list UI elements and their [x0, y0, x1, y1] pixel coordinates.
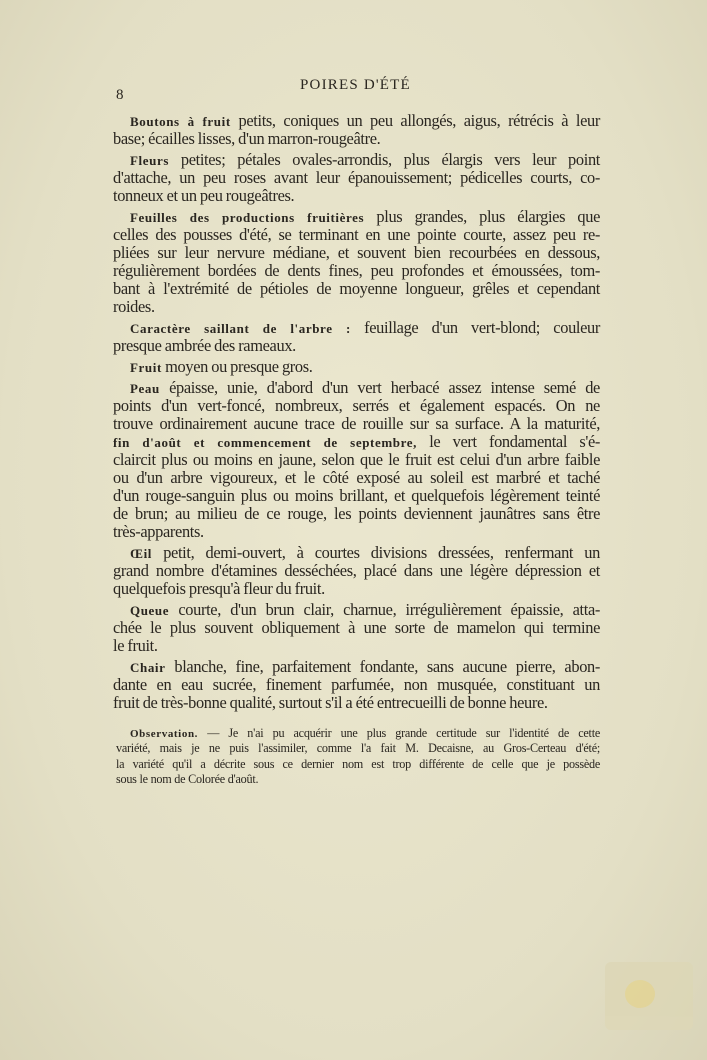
- line-text: quelquefois presqu'à fleur du fruit.: [113, 579, 325, 598]
- text-line: [113, 415, 600, 433]
- text-line: [113, 358, 600, 376]
- line-text: tonneux et un peu rougeâtres.: [113, 186, 295, 205]
- text-line: [113, 487, 600, 505]
- line-text: de brun; au milieu de ce rouge, les points deviennent jaunâtres sans être: [113, 504, 600, 523]
- text-line: [113, 319, 600, 337]
- text-line: [113, 523, 600, 541]
- text-line: [113, 658, 600, 676]
- line-text: régulièrement bordées de dents fines, peu profondes et émoussées, tom-: [113, 261, 600, 280]
- text-line: [113, 544, 600, 562]
- line-text: presque ambrée des rameaux.: [113, 336, 296, 355]
- text-line: [113, 112, 600, 130]
- text-line: [116, 741, 600, 756]
- paragraph: [113, 319, 600, 355]
- line-text: chée le plus souvent obliquement à une sorte de mamelon qui termine: [113, 618, 600, 637]
- entry-heading: Peau: [130, 381, 160, 396]
- paragraph: [113, 544, 600, 598]
- line-text: petites; pétales ovales-arrondis, plus élargis vers leur point: [168, 150, 600, 169]
- line-text: feuillage d'un vert-blond; couleur: [350, 318, 600, 337]
- line-text: la variété qu'il a décrite sous ce dernier nom est trop différente de celle que je possède: [116, 756, 600, 771]
- text-line: [113, 337, 600, 355]
- emphasized-phrase: fin d'août et commencement de septembre,: [113, 435, 417, 450]
- line-text: le fruit.: [113, 636, 158, 655]
- line-text: courte, d'un brun clair, charnue, irrégulièrement épaissie, atta-: [169, 600, 600, 619]
- text-line: [113, 601, 600, 619]
- text-line: [113, 505, 600, 523]
- running-title: POIRES D'ÉTÉ: [300, 77, 411, 93]
- line-text: roides.: [113, 297, 155, 316]
- line-text: d'un rouge-sanguin plus ou moins brillant, et quelquefois légèrement teinté: [113, 486, 600, 505]
- entry-heading: Chair: [130, 660, 166, 675]
- text-line: [113, 433, 600, 451]
- page-content: [113, 112, 600, 787]
- text-line: [113, 379, 600, 397]
- text-line: [113, 262, 600, 280]
- text-line: [113, 562, 600, 580]
- scan-color-stain: [605, 962, 693, 1030]
- line-text: pliées sur leur nervure médiane, et souvent bien recourbées en dessous,: [113, 243, 600, 262]
- paragraph: [113, 151, 600, 205]
- text-line: [113, 151, 600, 169]
- text-line: [113, 244, 600, 262]
- paragraph: [113, 601, 600, 655]
- line-text: grand nombre d'étamines desséchées, placé dans une légère dépression et: [113, 561, 600, 580]
- page-number: 8: [116, 87, 124, 103]
- entry-heading: Fruit: [130, 360, 162, 375]
- line-text: dante en eau sucrée, finement parfumée, non musquée, constituant un: [113, 675, 600, 694]
- paragraph: [113, 379, 600, 541]
- line-text: plus grandes, plus élargies que: [364, 207, 600, 226]
- text-line: [113, 694, 600, 712]
- line-text: petits, coniques un peu allongés, aigus, rétrécis à leur: [230, 111, 600, 130]
- line-text: blanche, fine, parfaitement fondante, sans aucune pierre, abon-: [165, 657, 600, 676]
- entry-heading: Boutons à fruit: [130, 114, 231, 129]
- line-text: trouve ordinairement aucune trace de rouille sur sa surface. A la maturité,: [113, 414, 600, 433]
- text-line: [113, 469, 600, 487]
- text-line: [113, 169, 600, 187]
- text-line: [113, 226, 600, 244]
- paragraph: [113, 112, 600, 148]
- entry-heading: Queue: [130, 603, 170, 618]
- paragraph: [113, 208, 600, 316]
- line-text: — Je n'ai pu acquérir une plus grande certitude sur l'identité de cette: [198, 726, 600, 740]
- line-text: très-apparents.: [113, 522, 204, 541]
- line-text: moyen ou presque gros.: [161, 357, 313, 376]
- text-line: [113, 187, 600, 205]
- observation-note: [113, 726, 600, 787]
- body-text: [113, 112, 600, 712]
- line-text: le vert fondamental s'é-: [416, 432, 600, 451]
- entry-heading: Fleurs: [130, 153, 169, 168]
- text-line: [116, 757, 600, 772]
- line-text: petit, demi-ouvert, à courtes divisions dressées, renfermant un: [152, 543, 600, 562]
- entry-heading: Œil: [130, 546, 153, 561]
- text-line: [113, 580, 600, 598]
- line-text: variété, mais je ne puis l'assimiler, comme l'a fait M. Decaisne, au Gros-Certeau d'été;: [116, 741, 600, 756]
- text-line: [113, 208, 600, 226]
- line-text: épaisse, unie, d'abord d'un vert herbacé assez intense semé de: [159, 378, 600, 397]
- text-line: [116, 726, 600, 741]
- paragraph: [113, 358, 600, 376]
- text-line: [116, 772, 600, 787]
- line-text: ou d'un arbre vigoureux, et le côté exposé au soleil est marbré et taché: [113, 468, 600, 487]
- entry-heading: Observation.: [130, 728, 199, 740]
- text-line: [113, 619, 600, 637]
- line-text: bant à l'extrémité de pétioles de moyenne longueur, grêles et cependant: [113, 279, 600, 298]
- entry-heading: Caractère saillant de l'arbre :: [130, 321, 351, 336]
- text-line: [113, 676, 600, 694]
- line-text: points d'un vert-foncé, nombreux, serrés et également espacés. On ne: [113, 396, 600, 415]
- text-line: [113, 298, 600, 316]
- paragraph: [113, 658, 600, 712]
- text-line: [113, 280, 600, 298]
- text-line: [113, 130, 600, 148]
- text-line: [113, 451, 600, 469]
- line-text: fruit de très-bonne qualité, surtout s'il a été entrecueilli de bonne heure.: [113, 693, 548, 712]
- line-text: d'attache, un peu roses avant leur épanouissement; pédicelles courts, co-: [113, 168, 600, 187]
- text-line: [113, 397, 600, 415]
- line-text: base; écailles lisses, d'un marron-rougeâtre.: [113, 129, 381, 148]
- text-line: [113, 637, 600, 655]
- entry-heading: Feuilles des productions fruitières: [130, 210, 365, 225]
- line-text: celles des pousses d'été, se terminant en une pointe courte, assez peu re-: [113, 225, 600, 244]
- line-text: claircit plus ou moins en jaune, selon que le fruit est celui d'un arbre faible: [113, 450, 600, 469]
- line-text: sous le nom de Colorée d'août.: [116, 771, 259, 786]
